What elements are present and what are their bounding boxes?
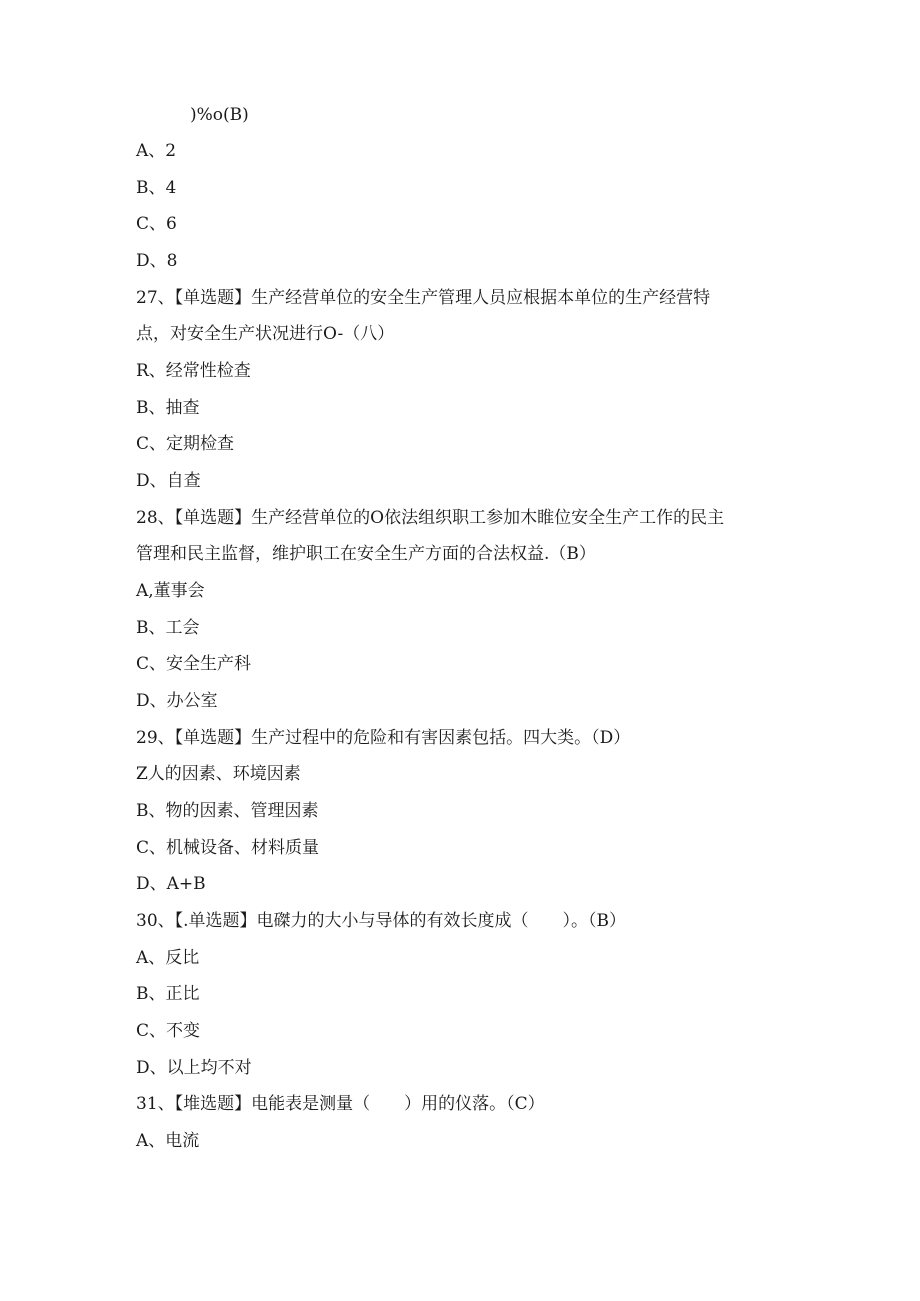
q26-option-c: C、6 [136,214,177,234]
q27-option-c: C、定期检查 [136,434,235,454]
q28-option-b: B、工会 [136,618,200,638]
q26-option-d: D、8 [136,251,178,271]
q31-option-a: A、电流 [136,1131,200,1151]
q26-answer-tail: )%o(B) [190,105,249,125]
q29-option-d: D、A+B [136,874,206,894]
q26-option-a: A、2 [136,141,177,161]
q27-stem-line2: 点，对安全生产状况进行O-（八） [136,324,395,344]
q30-option-a: A、反比 [136,948,200,968]
q27-stem-line1: 27、【单选题】生产经营单位的安全生产管理人员应根据本单位的生产经营特 [136,288,711,308]
q29-option-c: C、机械设备、材料质量 [136,838,320,858]
q30-stem: 30、【.单选题】电磔力的大小与导体的有效长度成（ ）。（B） [136,911,627,931]
q27-option-a: R、经常性检查 [136,361,251,381]
q31-stem: 31、【堆选题】电能表是测量（ ）用的仪落。（C） [136,1094,545,1114]
q26-option-b: B、4 [136,178,177,198]
q28-option-a: A,董事会 [136,581,205,601]
q30-option-d: D、以上均不对 [136,1058,252,1078]
q28-option-d: D、办公室 [136,691,218,711]
q29-option-a: Z人的因素、环境因素 [136,764,301,784]
q28-stem-line1: 28、【单选题】生产经营单位的O依法组织职工参加木睢位安全生产工作的民主 [136,508,725,528]
q29-option-b: B、物的因素、管理因素 [136,801,319,821]
q28-stem-line2: 管理和民主监督，维护职工在安全生产方面的合法权益.（B） [136,544,596,564]
q28-option-c: C、安全生产科 [136,654,252,674]
q27-option-b: B、抽查 [136,398,200,418]
q29-stem: 29、【单选题】生产过程中的危险和有害因素包括。四大类。（D） [136,728,631,748]
q30-option-c: C、不变 [136,1021,201,1041]
q27-option-d: D、自查 [136,471,201,491]
q30-option-b: B、正比 [136,984,200,1004]
